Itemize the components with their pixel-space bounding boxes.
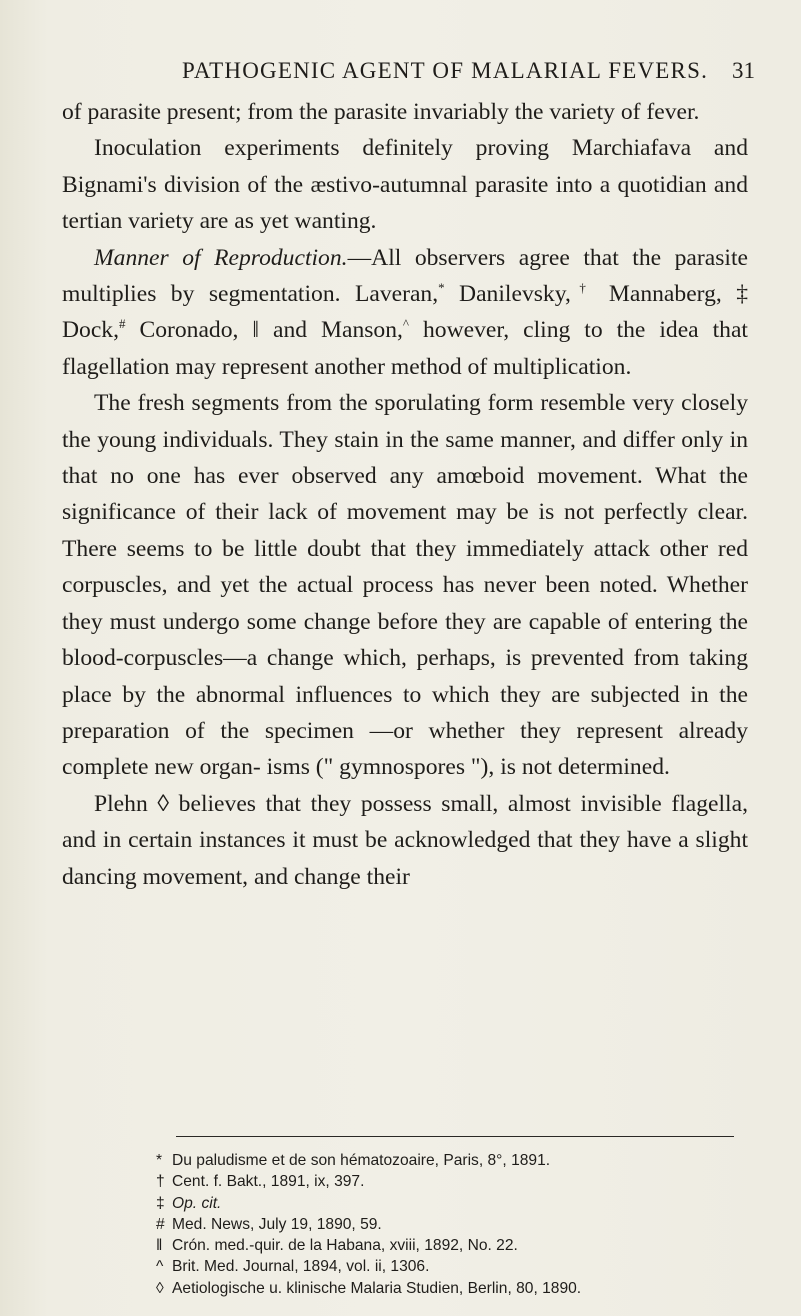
paragraph-2: Inoculation experiments definitely proving Marchiafava and Bignami's division of the æstivo-autumnal parasite into a quotidian and tertian variety are as yet wanting. <box>62 135 748 235</box>
paragraph-4: The fresh segments from the sporulating form resemble very closely the young individuals. They stain in the same manner, and differ only in that no one has ever observed any amœboid movement. What the significance of their lack of movement may be is not perfectly clear. There seems to be little doubt that they immediately attack other red corpuscles, and yet the actual process has never been noted. Whether they must undergo some change before they are capable of entering the blood-corpuscles—a change which, perhaps, is prevented from taking place by the abnormal influences to which they are subjected in the preparation of the specimen —or whether they represent already complete new organ- isms (" gymnospores "), is not determined. <box>62 390 748 781</box>
section-heading: Manner of Reproduction. <box>94 244 348 271</box>
footnote: * Du paludisme et de son hématozoaire, Paris, 8°, 1891. <box>156 1150 756 1171</box>
footnote-mark: ‖ <box>156 1237 163 1255</box>
paragraph-1: of parasite present; from the parasite invariably the variety of fever. <box>62 99 700 125</box>
footnote: # Med. News, July 19, 1890, 59. <box>156 1214 756 1235</box>
footnote-divider <box>176 1136 734 1137</box>
footnote-mark: ‡ <box>156 1194 165 1212</box>
body-text <box>62 94 748 895</box>
footnote-ref: * <box>438 280 445 296</box>
paragraph-5: Plehn ◊ believes that they possess small, almost invisible flagella, and in certain instances it must be acknowledged that they have a slight dancing movement, and change their <box>62 790 748 890</box>
running-header <box>0 58 801 88</box>
footnote-ref: # <box>119 316 126 332</box>
footnote: † Cent. f. Bakt., 1891, ix, 397. <box>156 1171 756 1192</box>
footnote: ◊ Aetiologische u. klinische Malaria Studien, Berlin, 80, 1890. <box>156 1278 756 1299</box>
page-number: 31 <box>732 58 755 83</box>
footnote-ref: † <box>570 280 595 296</box>
footnote-ref: ‖ <box>252 317 260 344</box>
footnote-mark: † <box>156 1173 165 1191</box>
footnote-ref: ^ <box>402 316 410 332</box>
footnote-mark: * <box>156 1152 163 1169</box>
footnote: ‖ Crón. med.-quir. de la Habana, xviii, 1892, No. 22. <box>156 1235 756 1256</box>
footnotes <box>156 1150 756 1299</box>
footnote-mark: # <box>156 1215 165 1233</box>
running-title: PATHOGENIC AGENT OF MALARIAL FEVERS. <box>182 58 709 83</box>
paragraph-3: Manner of Reproduction.—All observers agree that the parasite multiplies by segmentation. Laveran,* Danilevsky,† Mannaberg, ‡ Dock,# Coronado, ‖ and Manson,^ however, cling to the idea that flagellation may represent another method of multiplication. <box>62 244 749 380</box>
footnote-ref: ◊ <box>157 790 170 817</box>
footnote-mark: ◊ <box>156 1279 164 1297</box>
footnote: ‡ Op. cit. <box>156 1193 756 1214</box>
footnote-mark: ^ <box>156 1258 164 1276</box>
footnote: ^ Brit. Med. Journal, 1894, vol. ii, 1306. <box>156 1256 756 1277</box>
footnote-ref: ‡ <box>736 281 749 308</box>
